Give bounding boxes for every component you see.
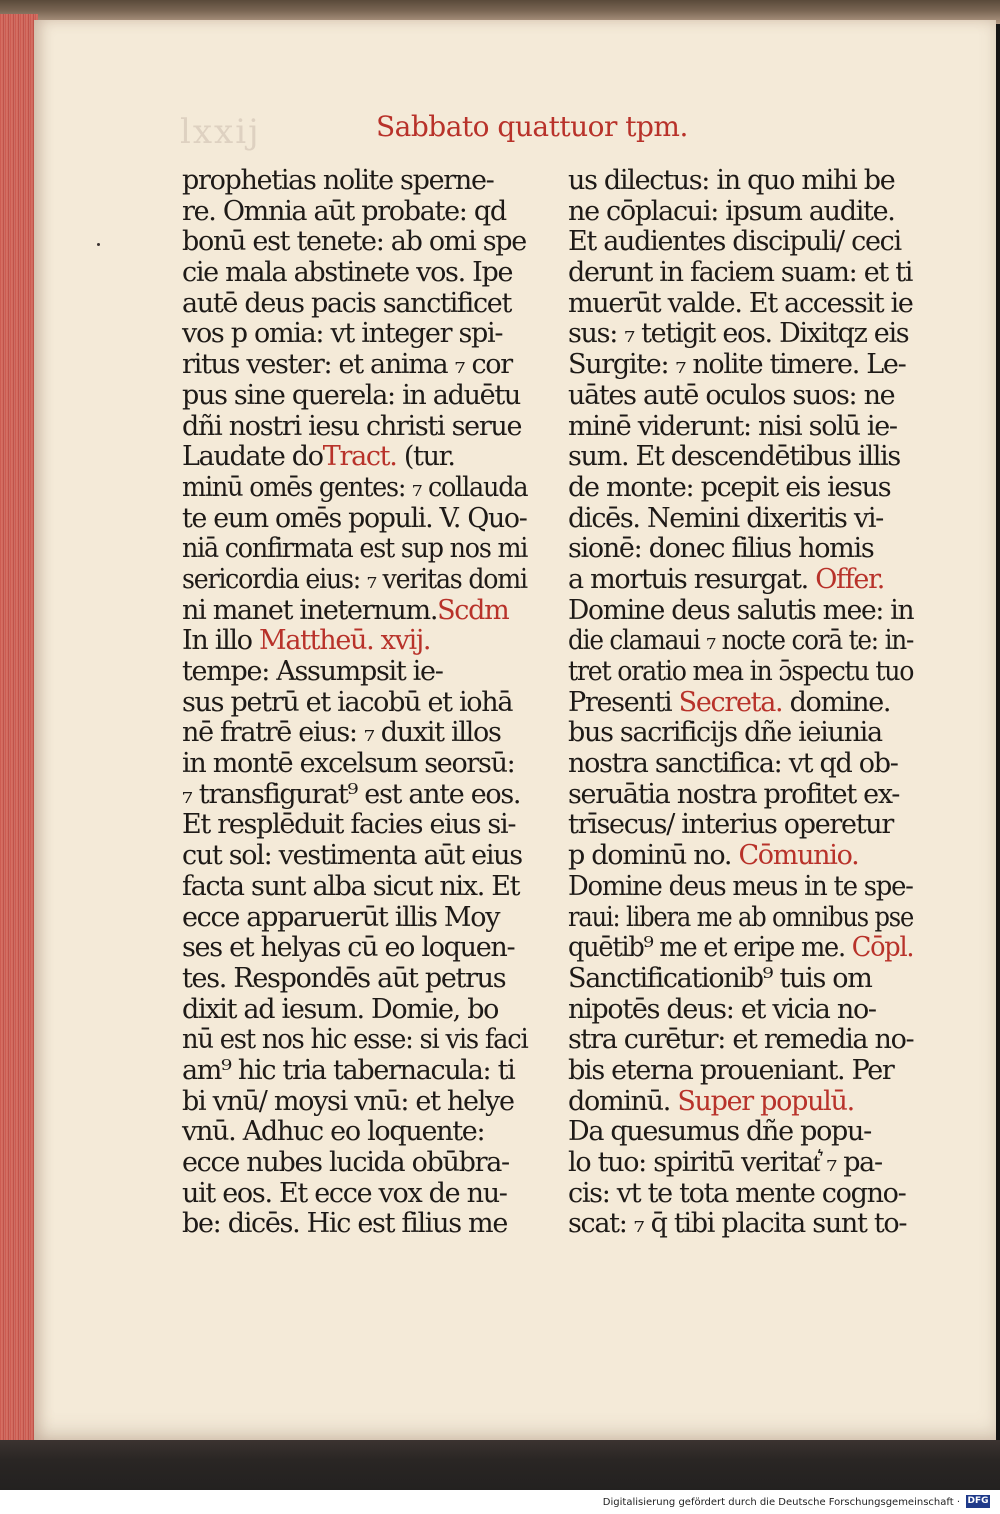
text-line [182,1148,527,1179]
text-line [568,841,913,872]
show-through-folio: lxxij [180,112,261,152]
text-line [182,1117,527,1148]
text-line [182,841,527,872]
line-text: vnū. Adhuc eo loquente: [182,1116,485,1148]
line-text: ne cōplacui: ipsum audite. [568,195,895,227]
line-text: uātes autē oculos suos: ne [568,379,895,411]
text-line [568,1179,913,1210]
text-line [182,471,528,504]
text-line [568,350,913,381]
text-line [568,166,913,197]
line-text: scat: ₇ q̄ tibi placita sunt to- [568,1208,907,1240]
line-text: cie mala abstinete vos. Ipe [182,257,513,289]
line-text: derunt in faciem suam: et ti [568,257,913,289]
text-line [182,995,527,1026]
line-text: Et resplēduit facies eius si- [182,809,516,841]
text-line [182,1179,527,1210]
text-line [182,350,527,381]
text-line [182,810,527,841]
text-line [568,656,914,688]
line-text: ses et helyas cū eo loquen- [182,932,515,964]
line-text: ₇ transfigurat⁹ est ante eos. [182,778,521,810]
line-text: bonū est tenete: ab omi spe [182,226,526,258]
line-text: Sanctificationib⁹ tuis om [568,962,872,994]
text-line [182,381,527,412]
text-line [182,657,527,688]
page-edges [0,14,38,1446]
line-text: tempe: Assumpsit ie- [182,656,443,687]
text-line [182,933,527,964]
line-text: de monte: pcepit eis iesus [568,471,891,503]
line-text: stra curētur: et remedia no- [568,1024,914,1056]
text-line [182,1056,527,1087]
line-text: bus sacrificijs dñe ieiunia [568,717,882,749]
line-text: us dilectus: in quo mihi be [568,165,895,196]
line-text: nipotēs deus: et vicia no- [568,993,876,1025]
text-line [568,1148,913,1179]
text-line [182,1087,527,1118]
text-line [182,227,527,258]
paper-speck [97,243,100,246]
text-line [182,626,527,657]
line-text: tes. Respondēs aūt petrus [182,962,506,994]
text-line [568,197,913,228]
book-bottom-shadow [0,1440,1000,1490]
text-line [182,780,527,811]
rubric-heading: Mattheū. xvij. [258,625,431,657]
running-head: Sabbato quattuor tpm. [376,110,688,143]
text-line [568,1209,913,1240]
line-text: seruātia nostra profitet ex- [568,778,900,810]
rubric-heading: Cōpl. [851,932,914,964]
text-line [568,870,913,903]
line-text: be: dicēs. Hic est filius me [182,1208,508,1240]
footer-credit: Digitalisierung gefördert durch die Deutsche Forschungsgemeinschaft · [602,1497,960,1508]
text-line [568,534,913,565]
text-line [182,319,527,350]
text-line [568,625,914,657]
text-line [568,1056,913,1087]
text-line [182,596,527,627]
line-text: trīsecus/ interius operetur [568,809,893,841]
line-text: sus petrū et iacobū et iohā [182,686,513,718]
text-line [568,381,913,412]
text-line [182,718,527,749]
line-text: tret oratio mea in ɔ̄spectu tuo [568,656,914,687]
text-line [568,442,913,473]
text-line [182,964,527,995]
text-line [568,319,913,350]
line-text: Et audientes discipuli/ ceci [568,226,901,258]
text-line [568,504,913,535]
line-text: ecce apparuerūt illis Moy [182,901,500,933]
line-text: dñi nostri iesu christi serue [182,410,522,442]
text-line [182,442,527,473]
line-text: te eum omēs populi. V. Quo- [182,502,527,534]
text-line [568,258,913,289]
text-line [568,565,913,596]
line-text: pus sine querela: in aduētu [182,379,520,411]
line-text: Da quesumus dñe popu- [568,1116,871,1148]
line-text: Domine deus salutis mee: in [568,594,914,626]
text-line [182,563,527,596]
line-text: sionē: donec filius homis [568,533,874,565]
text-line [568,932,914,964]
line-text: minē viderunt: nisi solū ie- [568,410,897,442]
text-line [182,533,528,565]
line-text: nū est nos hic esse: si vis faci [182,1024,528,1056]
line-text: cut sol: vestimenta aūt eius [182,840,522,872]
text-line [568,718,913,749]
text-line [568,964,913,995]
line-text: prophetias nolite sperne- [182,165,494,196]
line-text: re. Omnia aūt probate: qd [182,195,506,227]
line-text: Surgite: ₇ nolite timere. Le- [568,349,906,381]
line-text: In illo [182,625,259,657]
rubric-heading: Secreta. [678,686,783,718]
line-text: Domine deus meus in te spe- [568,870,913,902]
line-text: niā confirmata est sup nos mi [182,533,528,565]
line-text: dominū. [568,1085,678,1117]
rubric-heading: Super populū. [677,1085,854,1117]
line-text: Laudate do [182,441,323,473]
text-line [568,1087,913,1118]
line-text: dicēs. Nemini dixeritis vi- [568,502,883,534]
line-text: quētib⁹ me et eripe me. [568,932,852,964]
text-line [568,1117,913,1148]
rubric-heading: Scdm [437,594,509,626]
line-text: minū omēs gentes: ₇ collauda [182,471,528,503]
line-text: ritus vester: et anima ₇ cor [182,349,512,381]
text-line [568,594,914,627]
line-text: bis eterna proueniant. Per [568,1054,894,1086]
line-text: bi vnū/ moysi vnū: et helye [182,1085,514,1117]
line-text: autē deus pacis sanctificet [182,287,511,319]
line-text: facta sunt alba sicut nix. Et [182,870,520,902]
line-text: sum. Et descendētibus illis [568,441,900,473]
text-line [182,502,527,535]
line-text: ni manet ineternum. [182,594,438,626]
text-line [568,227,913,258]
line-text: dixit ad iesum. Domie, bo [182,993,499,1025]
line-text: sericordia eius: ₇ veritas domi [182,563,527,595]
text-line [182,166,527,197]
line-text: raui: libera me ab omnibus pse [568,901,914,933]
line-text: muerūt valde. Et accessit ie [568,287,913,319]
text-line [568,901,914,934]
text-line [182,289,527,320]
line-text: uit eos. Et ecce vox de nu- [182,1177,507,1209]
line-text: lo tuo: spiritū veritat͛ ₇ pa- [568,1147,882,1178]
line-text: Presenti [568,686,679,718]
line-text: a mortuis resurgat. [568,563,816,595]
dfg-logo: DFG [967,1496,989,1506]
text-line [568,780,913,811]
text-line [568,412,913,443]
text-line [568,688,913,719]
line-text: p dominū no. [568,840,739,872]
line-text: nē fratrē eius: ₇ duxit illos [182,717,501,749]
text-line [568,289,913,320]
line-text: nostra sanctifica: vt qd ob- [568,748,898,780]
rubric-heading: Offer. [815,563,885,595]
text-line [568,749,913,780]
text-line [182,872,527,903]
line-text: am⁹ hic tria tabernacula: ti [182,1054,515,1086]
text-line [568,473,913,504]
text-line [182,749,527,780]
line-text: die clamaui ₇ nocte corā te: in- [568,625,914,657]
text-line [182,197,527,228]
text-line [182,258,527,289]
text-line [182,1024,528,1056]
right-text-column [568,166,913,1240]
line-text: domine. [782,686,891,718]
line-text: in montē excelsum seorsū: [182,748,515,780]
text-line [182,903,527,934]
text-line [182,688,527,719]
text-line [568,995,913,1026]
rubric-heading: Tract. [322,441,397,473]
line-text: vos p omia: vt integer spi- [182,318,503,350]
text-line [182,412,527,443]
line-text: sus: ₇ tetigit eos. Dixitqz eis [568,318,909,350]
text-line [568,810,913,841]
rubric-heading: Cōmunio. [738,840,859,872]
line-text: (tur. [396,441,455,473]
text-line [568,1025,913,1056]
left-text-column [182,166,527,1240]
line-text: ecce nubes lucida obūbra- [182,1147,509,1178]
line-text: cis: vt te tota mente cogno- [568,1177,906,1209]
text-line [182,1209,527,1240]
